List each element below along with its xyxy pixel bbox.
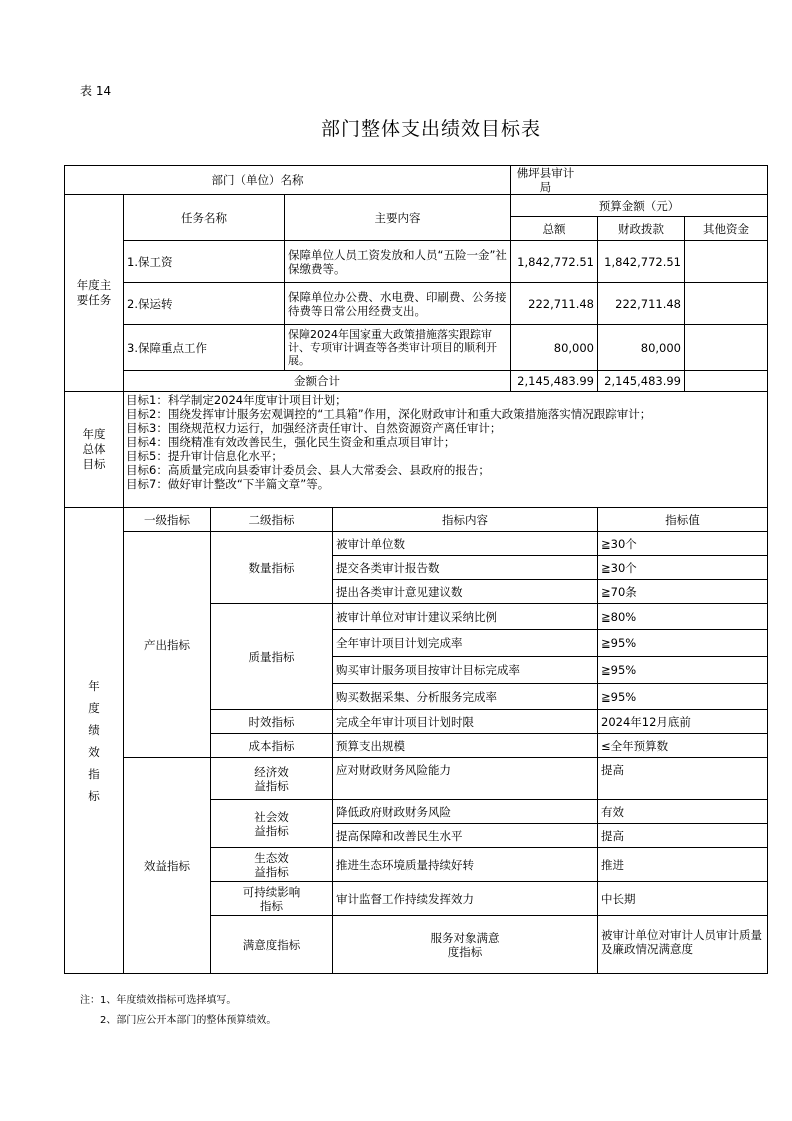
indicator-content: 完成全年审计项目计划时限	[333, 710, 598, 734]
page-title: 部门整体支出绩效目标表	[320, 118, 541, 140]
overall-goals-list	[124, 392, 768, 508]
sum-other	[685, 371, 768, 392]
social-indicator	[211, 800, 333, 848]
indicator-content: 购买数据采集、分析服务完成率	[333, 684, 598, 710]
satisfaction-l2-indicator	[333, 916, 598, 974]
task-total: 222,711.48	[511, 283, 598, 325]
indicator-value: ≤全年预算数	[598, 734, 768, 758]
task-name: 1.保工资	[124, 241, 285, 283]
timeliness-indicator: 时效指标	[211, 710, 333, 734]
annual-tasks-section-text: 年度主要任务	[76, 278, 112, 307]
indicator-content: 提出各类审计意见建议数	[333, 580, 598, 604]
sum-fiscal: 2,145,483.99	[598, 371, 685, 392]
economic-indicator	[211, 758, 333, 800]
economic-indicator-text: 经济效益指标	[254, 764, 289, 793]
task-other	[685, 283, 768, 325]
col-main-content: 主要内容	[285, 195, 511, 241]
overall-goals-table	[64, 391, 768, 508]
indicator-value: ≧95%	[598, 630, 768, 657]
task-fiscal: 1,842,772.51	[598, 241, 685, 283]
social-indicator-text: 社会效益指标	[254, 809, 289, 838]
cost-indicator: 成本指标	[211, 734, 333, 758]
goal-item: 目标6：高质量完成向县委审计委员会、县人大常委会、县政府的报告；	[126, 463, 490, 477]
goal-item: 目标5：提升审计信息化水平；	[126, 449, 283, 463]
indicator-content: 全年审计项目计划完成率	[333, 630, 598, 657]
satisfaction-l2-text: 服务对象满意度指标	[430, 930, 500, 959]
indicator-content: 被审计单位对审计人员审计质量及廉政情况满意度	[598, 916, 768, 974]
task-content: 保障单位办公费、水电费、印刷费、公务接待费等日常公用经费支出。	[285, 283, 511, 325]
table-number: 表 14	[80, 84, 112, 98]
indicator-value: ≧95%	[598, 684, 768, 710]
indicator-value: 2024年12月底前	[598, 710, 768, 734]
indicator-value: ≧80%	[598, 604, 768, 630]
overall-goals-section-label	[65, 392, 124, 508]
satisfaction-indicator: 满意度指标	[211, 916, 333, 974]
indicator-value: 中长期	[598, 882, 768, 916]
task-name: 2.保运转	[124, 283, 285, 325]
col-level2: 二级指标	[211, 508, 333, 532]
sum-total: 2,145,483.99	[511, 371, 598, 392]
dept-name-label: 部门（单位）名称	[65, 166, 511, 195]
indicator-value: ≧30个	[598, 556, 768, 580]
indicator-value: ≧70条	[598, 580, 768, 604]
sustainable-indicator-text: 可持续影响指标	[242, 884, 301, 913]
indicator-content: 降低政府财政财务风险	[333, 800, 598, 824]
quantity-indicator: 数量指标	[211, 532, 333, 604]
task-name: 3.保障重点工作	[124, 325, 285, 371]
ecological-indicator	[211, 848, 333, 882]
annual-tasks-table	[64, 165, 768, 392]
indicator-content: 被审计单位对审计建议采纳比例	[333, 604, 598, 630]
col-fiscal: 财政拨款	[598, 217, 685, 241]
col-indicator-value: 指标值	[598, 508, 768, 532]
footnote-2: 2、部门应公开本部门的整体预算绩效。	[100, 1015, 277, 1026]
col-other: 其他资金	[685, 217, 768, 241]
goal-item: 目标1：科学制定2024年度审计项目计划；	[126, 393, 347, 407]
indicator-content: 推进生态环境质量持续好转	[333, 848, 598, 882]
indicator-content: 购买审计服务项目按审计目标完成率	[333, 657, 598, 684]
col-total: 总额	[511, 217, 598, 241]
goal-item: 目标7：做好审计整改“下半篇文章”等。	[126, 477, 330, 491]
annual-tasks-section-label	[65, 195, 124, 392]
indicator-content: 提高保障和改善民生水平	[333, 824, 598, 848]
col-level1: 一级指标	[124, 508, 211, 532]
task-content: 保障单位人员工资发放和人员“五险一金”社保缴费等。	[285, 241, 511, 283]
indicators-table	[64, 507, 768, 974]
indicator-value: 提高	[598, 824, 768, 848]
indicator-content: 预算支出规模	[333, 734, 598, 758]
indicator-value: 提高	[598, 758, 768, 800]
overall-goals-section-text: 年度总体目标	[82, 427, 106, 471]
indicator-content: 提交各类审计报告数	[333, 556, 598, 580]
benefit-indicator: 效益指标	[124, 758, 211, 974]
footnote-1: 注：1、年度绩效指标可选择填写。	[80, 995, 237, 1006]
col-task-name: 任务名称	[124, 195, 285, 241]
indicators-section-text: 年度绩效指标	[88, 678, 100, 803]
col-indicator-content: 指标内容	[333, 508, 598, 532]
sum-label: 金额合计	[124, 371, 511, 392]
dept-name-value: 佛坪县审计局	[511, 166, 768, 195]
task-other	[685, 325, 768, 371]
indicator-content: 被审计单位数	[333, 532, 598, 556]
goal-item: 目标2：围绕发挥审计服务宏观调控的“工具箱”作用，深化财政审计和重大政策措施落实情况跟踪审计；	[126, 407, 652, 421]
goal-item: 目标3：围绕规范权力运行，加强经济责任审计、自然资源资产离任审计；	[126, 421, 502, 435]
task-total: 80,000	[511, 325, 598, 371]
indicator-value: ≧95%	[598, 657, 768, 684]
indicators-section-label	[65, 508, 124, 974]
ecological-indicator-text: 生态效益指标	[254, 850, 289, 879]
indicator-value: 有效	[598, 800, 768, 824]
task-other	[685, 241, 768, 283]
quality-indicator: 质量指标	[211, 604, 333, 710]
task-content: 保障2024年国家重大政策措施落实跟踪审计、专项审计调查等各类审计项目的顺利开展。	[285, 325, 511, 371]
task-fiscal: 222,711.48	[598, 283, 685, 325]
goal-item: 目标4：围绕精准有效改善民生，强化民生资金和重点项目审计；	[126, 435, 456, 449]
indicator-value: ≧30个	[598, 532, 768, 556]
indicator-content: 应对财政财务风险能力	[333, 758, 598, 800]
indicator-content: 审计监督工作持续发挥效力	[333, 882, 598, 916]
col-budget: 预算金额（元）	[511, 195, 768, 217]
output-indicator: 产出指标	[124, 532, 211, 758]
indicator-value: 推进	[598, 848, 768, 882]
task-fiscal: 80,000	[598, 325, 685, 371]
sustainable-indicator	[211, 882, 333, 916]
task-total: 1,842,772.51	[511, 241, 598, 283]
